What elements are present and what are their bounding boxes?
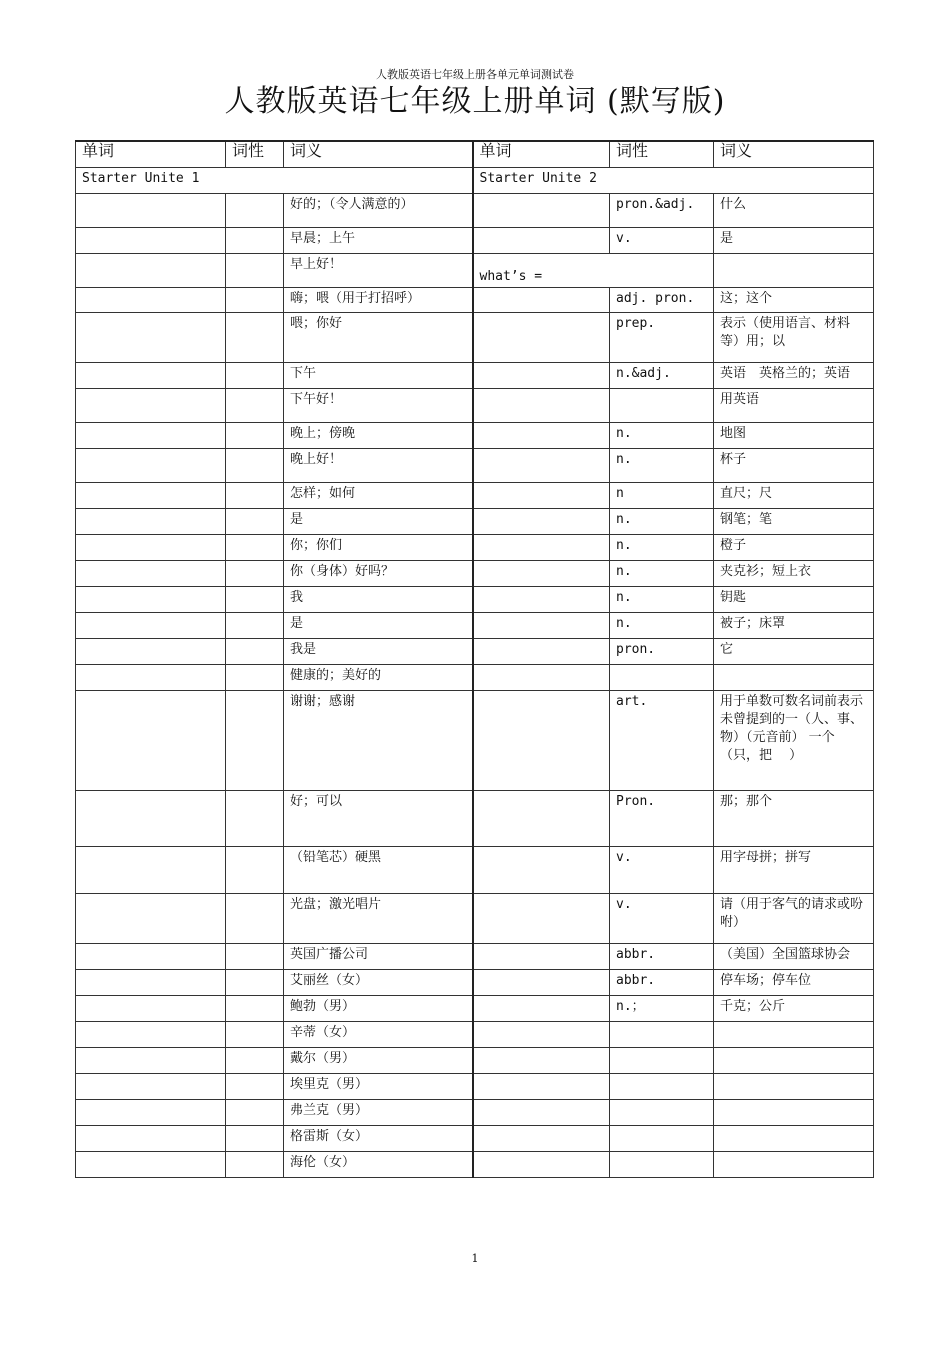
cell-part-of-speech: [226, 1125, 284, 1151]
cell-word: [76, 943, 226, 969]
cell-word: [76, 193, 226, 227]
cell-part-of-speech: [226, 690, 284, 790]
table-row: [76, 193, 874, 227]
cell-part-of-speech: [226, 1099, 284, 1125]
cell-part-of-speech: [610, 664, 714, 690]
cell-part-of-speech: adj. pron.: [610, 287, 714, 312]
cell-meaning: 用字母拼；拼写: [714, 846, 874, 893]
cell-meaning: [714, 1021, 874, 1047]
cell-meaning: 那；那个: [714, 790, 874, 846]
cell-meaning: [714, 1125, 874, 1151]
cell-meaning: 是: [714, 227, 874, 253]
cell-word: [76, 1125, 226, 1151]
cell-word: [473, 790, 610, 846]
table-row: [76, 362, 874, 388]
cell-part-of-speech: [610, 1021, 714, 1047]
cell-part-of-speech: n.；: [610, 995, 714, 1021]
cell-meaning: 这；这个: [714, 287, 874, 312]
cell-word: [473, 388, 610, 422]
cell-meaning: 好的；（令人满意的）: [284, 193, 473, 227]
cell-word: [473, 227, 610, 253]
cell-meaning: 英语 英格兰的；英语: [714, 362, 874, 388]
cell-word: [473, 312, 610, 362]
cell-meaning: 谢谢；感谢: [284, 690, 473, 790]
cell-part-of-speech: v.: [610, 893, 714, 943]
cell-part-of-speech: n.: [610, 422, 714, 448]
cell-part-of-speech: n.: [610, 612, 714, 638]
cell-word: [76, 586, 226, 612]
cell-part-of-speech: [226, 422, 284, 448]
cell-meaning: 晚上好！: [284, 448, 473, 482]
cell-word: [473, 846, 610, 893]
cell-meaning: 早上好！: [284, 253, 473, 287]
cell-meaning: [714, 253, 874, 287]
table-row: [76, 482, 874, 508]
table-row: [76, 560, 874, 586]
table-row: [76, 969, 874, 995]
cell-word: [473, 448, 610, 482]
table-row: [76, 388, 874, 422]
cell-part-of-speech: [226, 1073, 284, 1099]
cell-part-of-speech: n.: [610, 586, 714, 612]
cell-word: [76, 995, 226, 1021]
cell-part-of-speech: v.: [610, 846, 714, 893]
cell-meaning: 英国广播公司: [284, 943, 473, 969]
column-header-meaning: 词义: [284, 141, 473, 167]
cell-meaning: 你（身体）好吗？: [284, 560, 473, 586]
table-row: [76, 612, 874, 638]
cell-meaning: 下午好！: [284, 388, 473, 422]
cell-meaning: 你；你们: [284, 534, 473, 560]
cell-word: what’s =: [473, 253, 714, 287]
cell-word: [76, 534, 226, 560]
cell-part-of-speech: [226, 943, 284, 969]
cell-word: [473, 943, 610, 969]
cell-part-of-speech: [226, 388, 284, 422]
cell-word: [76, 638, 226, 664]
table-row: [76, 790, 874, 846]
column-header-pos: 词性: [610, 141, 714, 167]
cell-meaning: 鲍勃（男）: [284, 995, 473, 1021]
cell-word: [473, 508, 610, 534]
table-row: [76, 312, 874, 362]
cell-meaning: 钥匙: [714, 586, 874, 612]
cell-meaning: 它: [714, 638, 874, 664]
cell-part-of-speech: n.: [610, 508, 714, 534]
table-row: [76, 664, 874, 690]
cell-word: [473, 193, 610, 227]
cell-meaning: 晚上；傍晚: [284, 422, 473, 448]
table-row: [76, 893, 874, 943]
cell-part-of-speech: n.: [610, 560, 714, 586]
cell-meaning: 是: [284, 612, 473, 638]
cell-part-of-speech: [226, 586, 284, 612]
cell-part-of-speech: abbr.: [610, 943, 714, 969]
table-row: [76, 846, 874, 893]
cell-word: [76, 969, 226, 995]
cell-part-of-speech: pron.&adj.: [610, 193, 714, 227]
cell-word: [76, 612, 226, 638]
table-row: [76, 638, 874, 664]
cell-meaning: 停车场；停车位: [714, 969, 874, 995]
cell-part-of-speech: pron.: [610, 638, 714, 664]
table-row: [76, 1021, 874, 1047]
cell-word: [76, 790, 226, 846]
cell-part-of-speech: [226, 560, 284, 586]
table-row: [76, 1151, 874, 1177]
cell-meaning: 用英语: [714, 388, 874, 422]
table-row: [76, 253, 874, 287]
cell-word: [76, 1099, 226, 1125]
cell-meaning: 地图: [714, 422, 874, 448]
cell-word: [76, 482, 226, 508]
cell-part-of-speech: [226, 193, 284, 227]
cell-part-of-speech: [226, 534, 284, 560]
cell-word: [76, 287, 226, 312]
cell-word: [473, 612, 610, 638]
cell-word: [76, 1047, 226, 1073]
cell-part-of-speech: [226, 508, 284, 534]
cell-meaning: 请（用于客气的请求或吩咐）: [714, 893, 874, 943]
cell-part-of-speech: Pron.: [610, 790, 714, 846]
cell-meaning: 戴尔（男）: [284, 1047, 473, 1073]
cell-part-of-speech: art.: [610, 690, 714, 790]
cell-meaning: 艾丽丝（女）: [284, 969, 473, 995]
cell-part-of-speech: [226, 1151, 284, 1177]
cell-part-of-speech: n.: [610, 534, 714, 560]
table-row: [76, 1099, 874, 1125]
table-row: [76, 287, 874, 312]
cell-word: [76, 422, 226, 448]
cell-word: [76, 1151, 226, 1177]
cell-part-of-speech: [226, 664, 284, 690]
cell-word: [76, 448, 226, 482]
cell-word: [76, 388, 226, 422]
cell-meaning: 是: [284, 508, 473, 534]
cell-word: [473, 560, 610, 586]
cell-part-of-speech: [226, 253, 284, 287]
cell-word: [76, 893, 226, 943]
cell-meaning: 好；可以: [284, 790, 473, 846]
table-row: [76, 1125, 874, 1151]
cell-meaning: 格雷斯（女）: [284, 1125, 473, 1151]
cell-word: [76, 846, 226, 893]
table-row: [76, 227, 874, 253]
cell-meaning: 橙子: [714, 534, 874, 560]
cell-part-of-speech: [610, 388, 714, 422]
table-row: [76, 448, 874, 482]
cell-word: [473, 1073, 610, 1099]
cell-part-of-speech: [226, 227, 284, 253]
cell-part-of-speech: [226, 995, 284, 1021]
cell-part-of-speech: v.: [610, 227, 714, 253]
cell-part-of-speech: [226, 448, 284, 482]
column-header-pos: 词性: [226, 141, 284, 167]
cell-meaning: （美国）全国篮球协会: [714, 943, 874, 969]
cell-part-of-speech: [226, 612, 284, 638]
cell-word: [473, 1099, 610, 1125]
cell-meaning: [714, 664, 874, 690]
cell-part-of-speech: [610, 1125, 714, 1151]
table-row: [76, 586, 874, 612]
cell-meaning: [714, 1073, 874, 1099]
cell-meaning: [714, 1151, 874, 1177]
page-number: 1: [471, 1252, 479, 1265]
cell-meaning: 用于单数可数名词前表示未曾提到的一（人、事、物）（元音前） 一个（只，把 ）: [714, 690, 874, 790]
cell-meaning: 健康的；美好的: [284, 664, 473, 690]
cell-meaning: 喂；你好: [284, 312, 473, 362]
cell-meaning: 怎样；如何: [284, 482, 473, 508]
table-header-row: [76, 141, 874, 167]
section-label: Starter Unite 2: [473, 167, 874, 193]
table-row: [76, 422, 874, 448]
cell-word: [473, 422, 610, 448]
cell-part-of-speech: [226, 893, 284, 943]
cell-meaning: 我: [284, 586, 473, 612]
cell-part-of-speech: [610, 1073, 714, 1099]
cell-word: [473, 969, 610, 995]
cell-word: [473, 1021, 610, 1047]
table-row: [76, 690, 874, 790]
cell-part-of-speech: n.: [610, 448, 714, 482]
cell-part-of-speech: n.&adj.: [610, 362, 714, 388]
cell-word: [473, 586, 610, 612]
cell-part-of-speech: abbr.: [610, 969, 714, 995]
column-header-word: 单词: [473, 141, 610, 167]
cell-meaning: 什么: [714, 193, 874, 227]
cell-meaning: 钢笔；笔: [714, 508, 874, 534]
cell-part-of-speech: [226, 790, 284, 846]
cell-word: [76, 508, 226, 534]
cell-part-of-speech: [226, 846, 284, 893]
column-header-meaning: 词义: [714, 141, 874, 167]
cell-word: [473, 1151, 610, 1177]
cell-meaning: 嗨；喂（用于打招呼）: [284, 287, 473, 312]
cell-word: [473, 534, 610, 560]
cell-part-of-speech: [226, 638, 284, 664]
cell-word: [76, 690, 226, 790]
cell-word: [473, 287, 610, 312]
section-row: [76, 167, 874, 193]
vocabulary-table: [75, 140, 874, 1178]
cell-meaning: 埃里克（男）: [284, 1073, 473, 1099]
cell-meaning: （铅笔芯）硬黑: [284, 846, 473, 893]
cell-part-of-speech: [226, 312, 284, 362]
running-header: 人教版英语七年级上册各单元单词测试卷: [376, 68, 574, 81]
cell-meaning: 弗兰克（男）: [284, 1099, 473, 1125]
cell-word: [76, 664, 226, 690]
cell-word: [473, 1125, 610, 1151]
section-label: Starter Unite 1: [76, 167, 473, 193]
cell-word: [76, 1073, 226, 1099]
cell-word: [473, 995, 610, 1021]
cell-meaning: 早晨；上午: [284, 227, 473, 253]
table-row: [76, 1047, 874, 1073]
cell-word: [473, 690, 610, 790]
cell-word: [473, 638, 610, 664]
cell-part-of-speech: [610, 1151, 714, 1177]
cell-meaning: 被子；床罩: [714, 612, 874, 638]
cell-meaning: [714, 1047, 874, 1073]
cell-part-of-speech: prep.: [610, 312, 714, 362]
cell-word: [473, 664, 610, 690]
cell-part-of-speech: [226, 969, 284, 995]
cell-meaning: 海伦（女）: [284, 1151, 473, 1177]
column-header-word: 单词: [76, 141, 226, 167]
cell-word: [76, 1021, 226, 1047]
cell-word: [473, 482, 610, 508]
cell-part-of-speech: [226, 362, 284, 388]
cell-meaning: 直尺；尺: [714, 482, 874, 508]
table-row: [76, 508, 874, 534]
cell-meaning: 杯子: [714, 448, 874, 482]
cell-part-of-speech: [610, 1047, 714, 1073]
cell-part-of-speech: n: [610, 482, 714, 508]
cell-meaning: 夹克衫；短上衣: [714, 560, 874, 586]
cell-word: [76, 253, 226, 287]
cell-meaning: [714, 1099, 874, 1125]
cell-word: [473, 362, 610, 388]
cell-part-of-speech: [610, 1099, 714, 1125]
table-row: [76, 1073, 874, 1099]
cell-word: [76, 560, 226, 586]
cell-meaning: 下午: [284, 362, 473, 388]
cell-meaning: 表示（使用语言、材料等）用；以: [714, 312, 874, 362]
cell-part-of-speech: [226, 1021, 284, 1047]
cell-meaning: 光盘；激光唱片: [284, 893, 473, 943]
table-row: [76, 995, 874, 1021]
table-row: [76, 943, 874, 969]
cell-meaning: 我是: [284, 638, 473, 664]
cell-part-of-speech: [226, 482, 284, 508]
page-title: 人教版英语七年级上册单词 (默写版): [224, 84, 726, 119]
cell-meaning: 千克；公斤: [714, 995, 874, 1021]
cell-word: [76, 362, 226, 388]
cell-word: [473, 1047, 610, 1073]
cell-word: [473, 893, 610, 943]
cell-word: [76, 227, 226, 253]
cell-part-of-speech: [226, 287, 284, 312]
cell-part-of-speech: [226, 1047, 284, 1073]
table-row: [76, 534, 874, 560]
cell-word: [76, 312, 226, 362]
cell-meaning: 辛蒂（女）: [284, 1021, 473, 1047]
